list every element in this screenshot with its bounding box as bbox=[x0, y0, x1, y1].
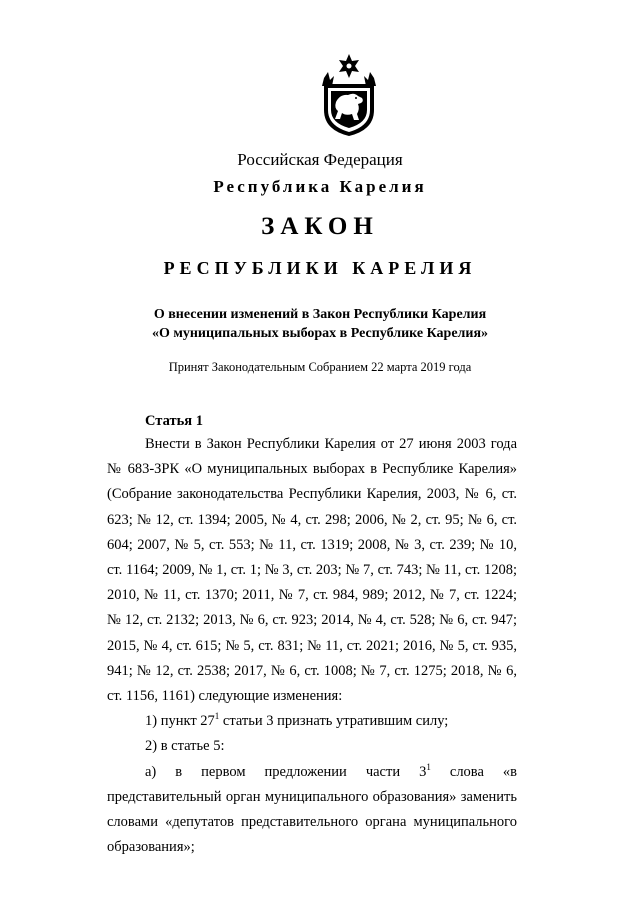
document-issuer: РЕСПУБЛИКИ КАРЕЛИЯ bbox=[163, 258, 477, 278]
amendment-item-2: 2) в статье 5: bbox=[145, 738, 225, 755]
law-title-line2: «О муниципальных выборах в Республике Карелия» bbox=[151, 326, 489, 341]
federation-name: Российская Федерация bbox=[237, 150, 403, 169]
karelia-coat-of-arms-icon bbox=[318, 52, 380, 138]
document-type: ЗАКОН bbox=[261, 213, 379, 240]
republic-name: Республика Карелия bbox=[213, 177, 427, 196]
adoption-note: Принят Законодательным Собранием 22 марта 2019 года bbox=[168, 360, 472, 374]
amendment-item-2a: а) в первом предложении части $3^1$ слова «в представительный орган муниципального образования» заменить словами «депутатов представительного органа муниципального образования»; bbox=[107, 761, 518, 856]
article-heading: Статья 1 bbox=[145, 413, 203, 429]
article-intro: Внести в Закон Республики Карелия от 27 июня 2003 года № 683-ЗРК «О муниципальных выборах в Республике Карелия» (Собрание законодательства Республики Карелия, 2003, № 6, ст. 623; № 12, ст. 1394; 2005, № 4, ст. 298; 2006, № 2, ст. 95; № 6, ст. 604; 2007, № 5, ст. 553; № 11, ст. 1319; 2008, № 3, ст. 239; № 10, ст. 1164; 2009, № 1, ст. 1; № 3, ст. 203; № 7, ст. 743; № 11, ст. 1208; 2010, № 11, ст. 1370; 2011, № 7, ст. 984, 989; 2012, № 7, ст. 1224; № 12, ст. 2132; 2013, № 6, ст. 923; 2014, № 4, ст. 528; № 6, ст. 947; 2015, № 4, ст. 615; № 5, ст. 831; № 11, ст. 2021; 2016, № 5, ст. 935, 941; № 12, ст. 2538; 2017, № 6, ст. 1008; № 7, ст. 1275; 2018, № 6, ст. 1156, 1161) следующие изменения: bbox=[107, 436, 517, 705]
amendment-item-1: 1) пункт $27^1$ статьи 3 признать утратившим силу; bbox=[145, 711, 449, 730]
document-body bbox=[107, 400, 517, 860]
law-title-line1: О внесении изменений в Закон Республики Карелия bbox=[153, 307, 487, 322]
